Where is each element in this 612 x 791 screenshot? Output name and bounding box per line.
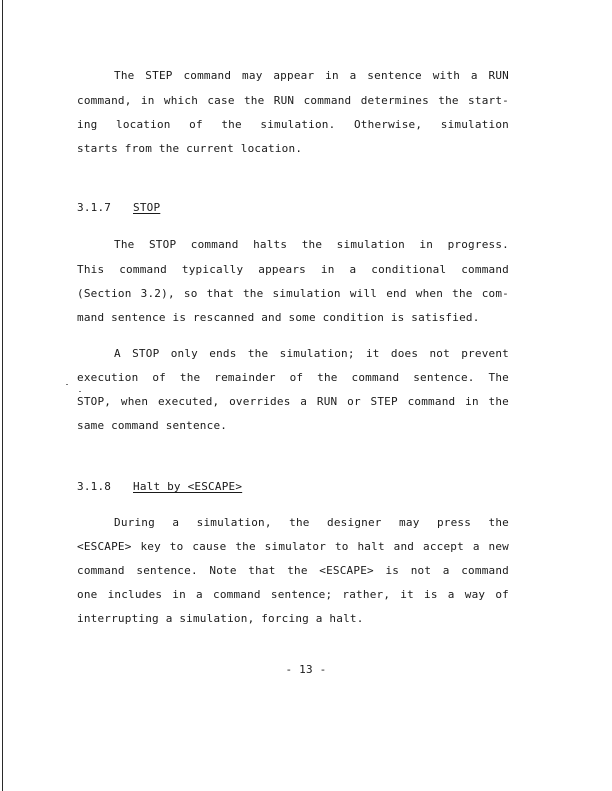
scan-speck <box>66 384 68 385</box>
section-heading-halt-by-escape <box>77 480 242 494</box>
paragraph-line: The STEP command may appear in a sentence with a RUN <box>114 69 509 82</box>
paragraph-line: The STOP command halts the simulation in progress. <box>114 238 509 251</box>
paragraph-line: command sentence. Note that the <ESCAPE> is not a command <box>77 564 509 577</box>
paragraph-line: starts from the current location. <box>77 142 303 155</box>
paragraph-line: During a simulation, the designer may press the <box>114 516 509 529</box>
paragraph-line: same command sentence. <box>77 419 228 432</box>
section-number: 3.1.8 <box>77 480 112 493</box>
scan-speck <box>79 391 81 392</box>
section-number: 3.1.7 <box>77 201 112 214</box>
paragraph-line: one includes in a command sentence; rather, it is a way of <box>77 588 509 601</box>
section-title: STOP <box>133 201 161 214</box>
paragraph-line: A STOP only ends the simulation; it does not prevent <box>114 347 509 360</box>
paragraph-line: This command typically appears in a conditional command <box>77 263 509 276</box>
paragraph-line: interrupting a simulation, forcing a halt. <box>77 612 364 625</box>
paragraph-line: (Section 3.2), so that the simulation will end when the com- <box>77 287 509 300</box>
paragraph-line: mand sentence is rescanned and some condition is satisfied. <box>77 311 480 324</box>
paragraph-line: command, in which case the RUN command determines the start- <box>77 94 509 107</box>
section-heading-stop <box>77 201 160 215</box>
paragraph-line: execution of the remainder of the command sentence. The <box>77 371 509 384</box>
section-title: Halt by <ESCAPE> <box>133 480 243 493</box>
paragraph-line: STOP, when executed, overrides a RUN or STEP command in the <box>77 395 509 408</box>
paragraph-line: ing location of the simulation. Otherwise, simulation <box>77 118 509 131</box>
page-number: - 13 - <box>285 663 327 676</box>
paragraph-line: <ESCAPE> key to cause the simulator to halt and accept a new <box>77 540 509 553</box>
